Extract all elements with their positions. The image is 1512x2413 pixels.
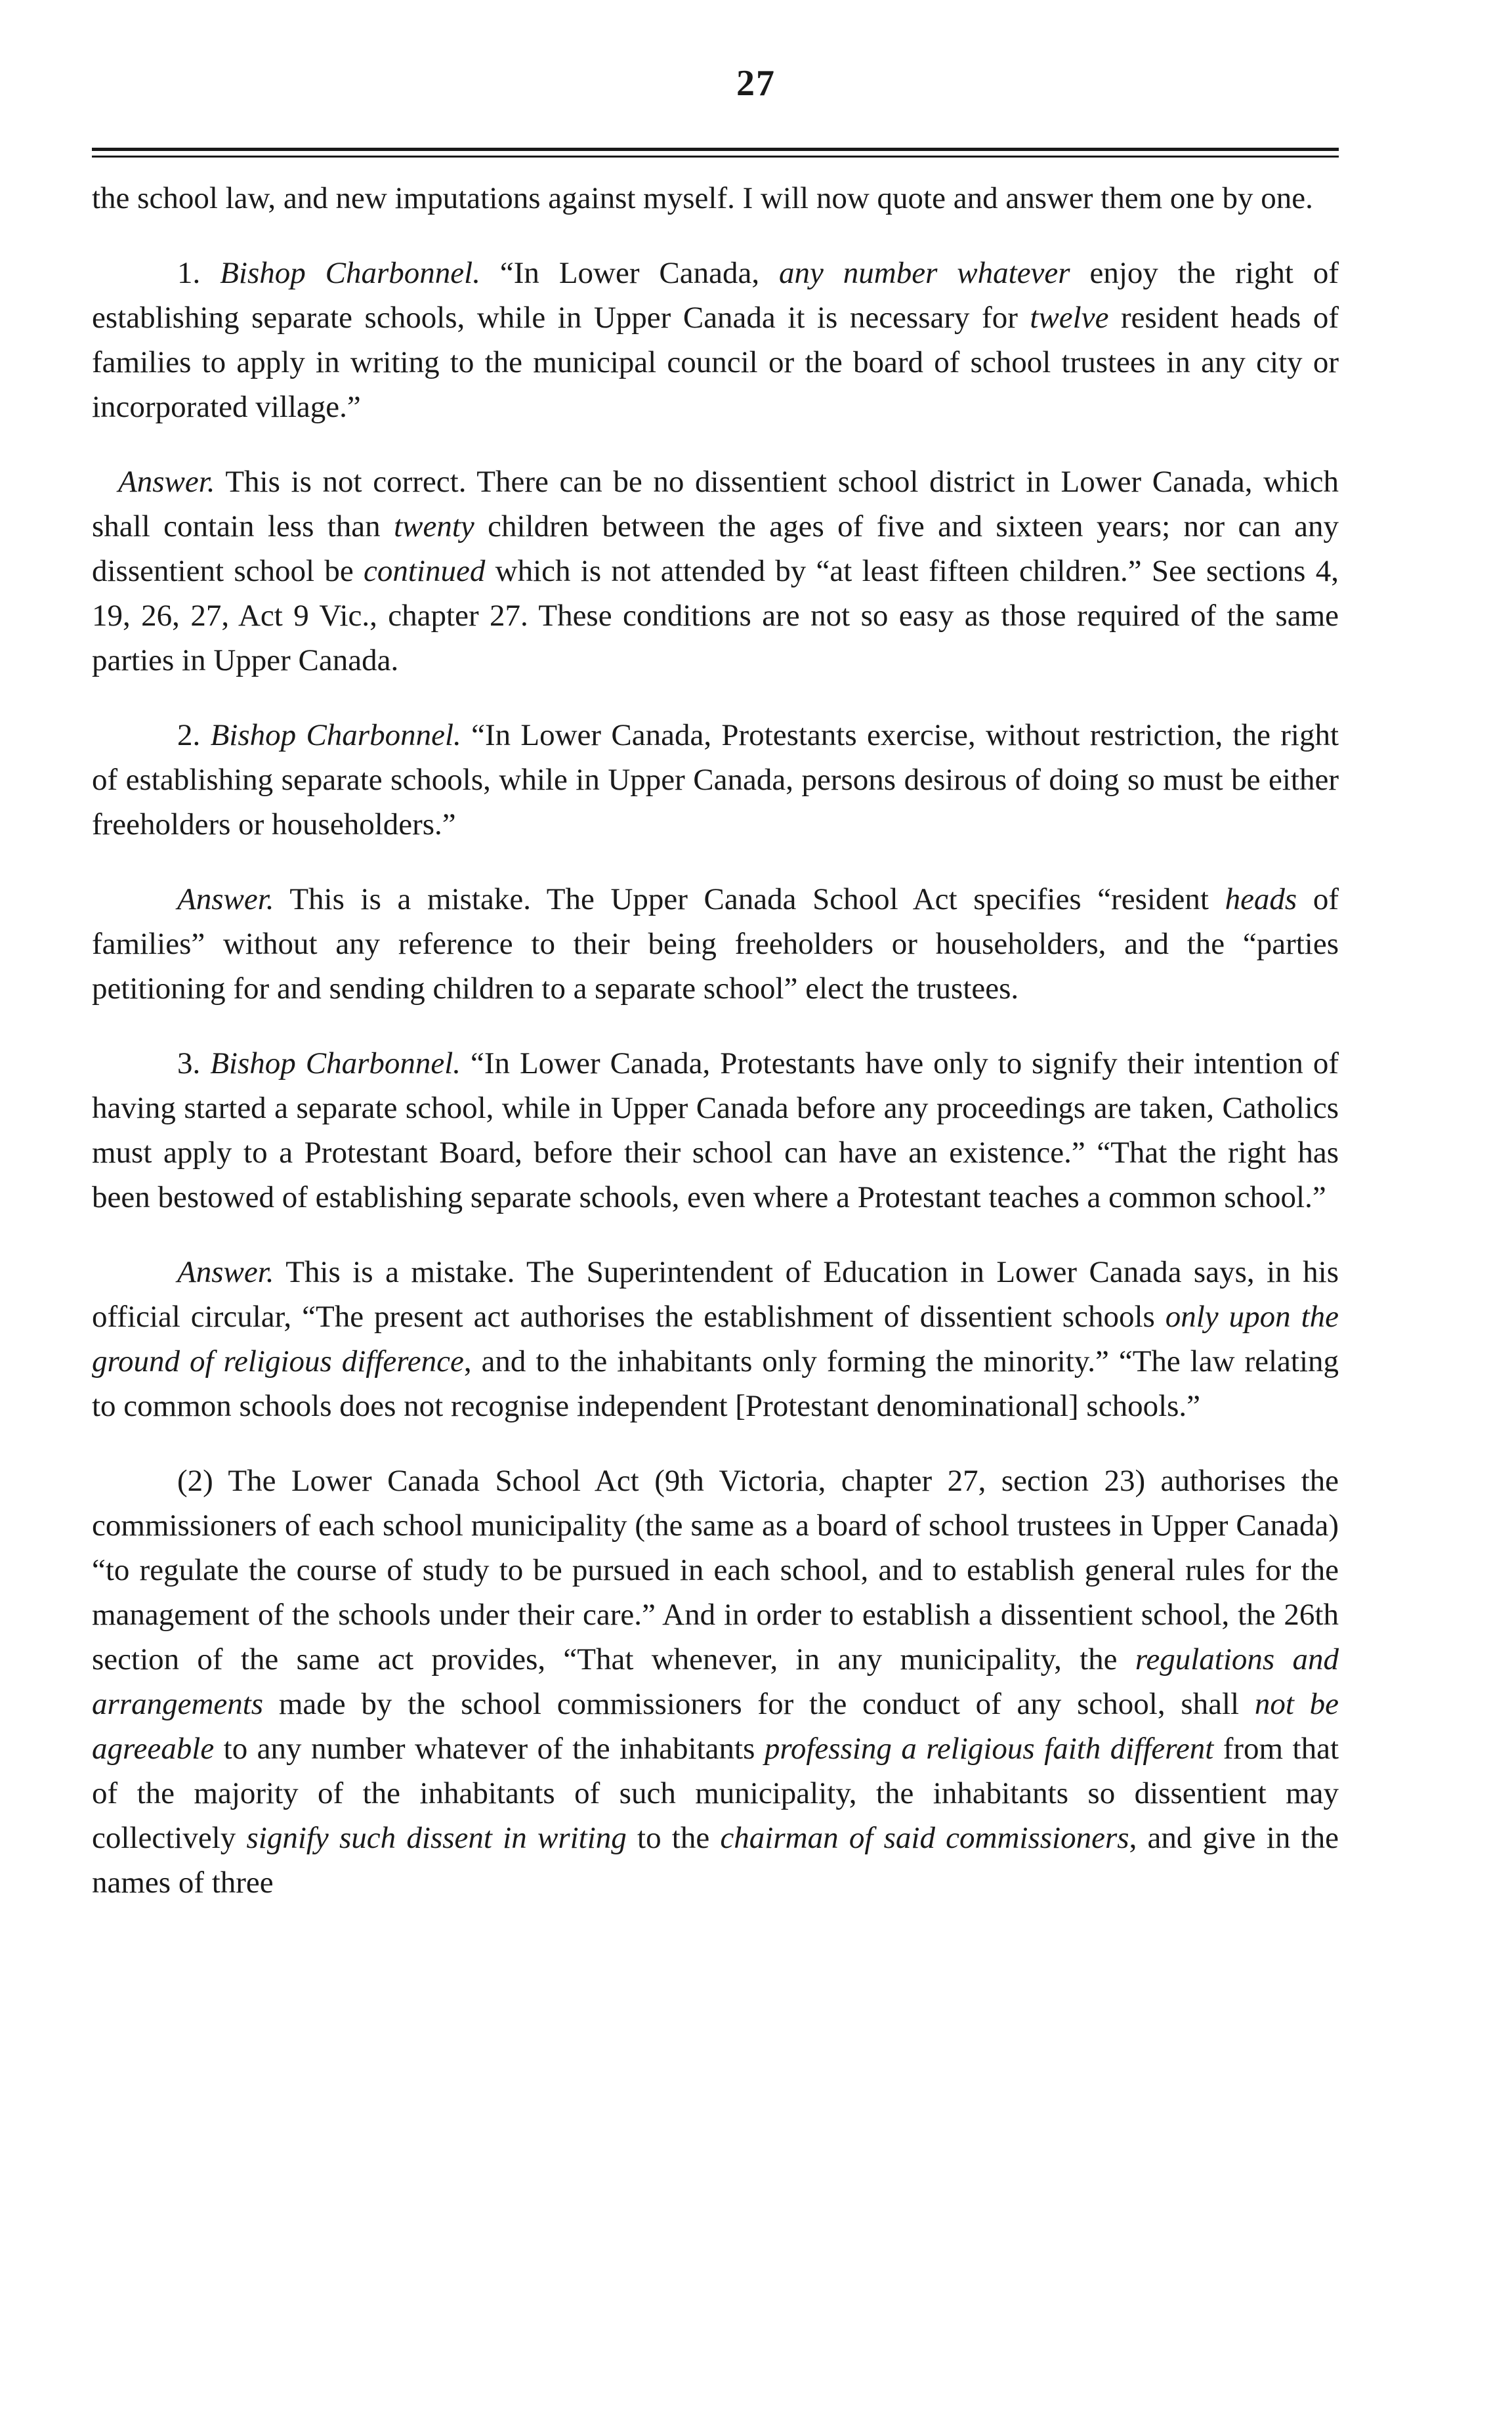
answer-2-emphasis: heads xyxy=(1225,882,1297,916)
question-1-text: enjoy the right of establishing separate schools, while in Upper Canada it is necessary for xyxy=(92,256,1339,335)
section-2-emphasis: regulations and arrangements xyxy=(92,1642,1339,1721)
question-1-emphasis: twelve xyxy=(1030,301,1109,335)
answer-3-text: This is a mistake. The Superintendent of Education in Lower Canada says, in his official circular, “The present act authorises the establishment of dissentient schools xyxy=(92,1255,1339,1334)
question-2-text: “In Lower Canada, Protestants exercise, without restriction, the right of establishing separate schools, while in Upper Canada, persons desirous of doing so must be either freeholders or householders.” xyxy=(92,718,1339,842)
section-2-text: to the xyxy=(626,1821,721,1855)
question-3-paragraph xyxy=(92,1041,1339,1220)
question-1-number: 1. xyxy=(177,256,201,290)
answer-1-label: Answer. xyxy=(118,465,215,499)
question-1-emphasis: any number whatever xyxy=(779,256,1070,290)
question-3-text: “In Lower Canada, Protestants have only to signify their intention of having started a separate school, while in Upper Canada before any proceedings are taken, Catholics must apply to a Protestant Board, before their school can have an existence.” “That the right has been bestowed of establishing separate schools, even where a Protestant teaches a common school.” xyxy=(92,1046,1339,1214)
header-rule-top xyxy=(92,148,1339,151)
intro-paragraph: the school law, and new imputations against myself. I will now quote and answer them one by one. xyxy=(92,181,1313,215)
answer-1-text: This is not correct. There can be no dissentient school district in Lower Canada, which shall contain less than xyxy=(92,465,1339,544)
section-2-text: The Lower Canada School Act (9th Victoria, chapter 27, section 23) authorises the commissioners of each school municipality (the same as a board of school trustees in Upper Canada) “to regulate the course of study to be pursued in each school, and to establish general rules for the management of the schools under their care.” And in order to establish a dissentient school, the 26th section of the same act provides, “That whenever, in any municipality, the xyxy=(92,1464,1339,1676)
section-2-emphasis: professing a religious faith different xyxy=(764,1732,1214,1766)
section-2-text: made by the school commissioners for the conduct of any school, shall xyxy=(263,1687,1255,1721)
section-2-emphasis: chairman of said commissioners xyxy=(720,1821,1129,1855)
answer-1-text: children between the ages of five and sixteen years; nor can any dissentient school be xyxy=(92,509,1339,588)
answer-3-text: , and to the inhabitants only forming the minority.” “The law relating to common schools does not recognise independent [Protestant denominational] schools.” xyxy=(92,1344,1339,1423)
header-rule-bottom xyxy=(92,156,1339,158)
question-1-paragraph xyxy=(92,251,1339,429)
answer-3-emphasis: only upon the ground of religious difference xyxy=(92,1300,1339,1378)
page-number: 27 xyxy=(736,63,776,104)
answer-2-text: of families” without any reference to their being freeholders or householders, and the “parties petitioning for and sending children to a separate school” elect the trustees. xyxy=(92,882,1339,1006)
section-2-number: (2) xyxy=(177,1464,213,1498)
answer-2-label: Answer. xyxy=(177,882,274,916)
section-2-text: from that of the majority of the inhabitants of such municipality, the inhabitants so dissentient may collectively xyxy=(92,1732,1339,1855)
question-3-speaker: Bishop Charbonnel. xyxy=(210,1046,461,1080)
question-3-number: 3. xyxy=(177,1046,201,1080)
answer-1-paragraph xyxy=(92,459,1339,683)
answer-1-text: which is not attended by “at least fifteen children.” See sections 4, 19, 26, 27, Act 9 Vic., chapter 27. These conditions are not so easy as those required of the same parties in Upper Canada. xyxy=(92,554,1339,677)
question-1-text: resident heads of families to apply in writing to the municipal council or the board of school trustees in any city or incorporated village.” xyxy=(92,301,1339,424)
question-2-paragraph xyxy=(92,713,1339,847)
answer-1-emphasis: twenty xyxy=(394,509,474,544)
section-2-emphasis: signify such dissent in writing xyxy=(246,1821,627,1855)
answer-2-paragraph xyxy=(92,877,1339,1011)
section-2-emphasis: not be agreeable xyxy=(92,1687,1339,1766)
answer-3-label: Answer. xyxy=(177,1255,274,1289)
section-2-text: , and give in the names of three xyxy=(92,1821,1339,1900)
question-2-speaker: Bishop Charbonnel. xyxy=(210,718,461,752)
answer-2-text: This is a mistake. The Upper Canada School Act specifies “resident xyxy=(274,882,1225,916)
answer-1-emphasis: continued xyxy=(363,554,486,588)
body-text xyxy=(92,176,1339,1905)
question-2-number: 2. xyxy=(177,718,201,752)
section-2-text: to any number whatever of the inhabitants xyxy=(214,1732,765,1766)
answer-3-paragraph xyxy=(92,1250,1339,1428)
section-2-paragraph xyxy=(92,1459,1339,1905)
question-1-text: “In Lower Canada, xyxy=(480,256,779,290)
question-1-speaker: Bishop Charbonnel. xyxy=(220,256,480,290)
